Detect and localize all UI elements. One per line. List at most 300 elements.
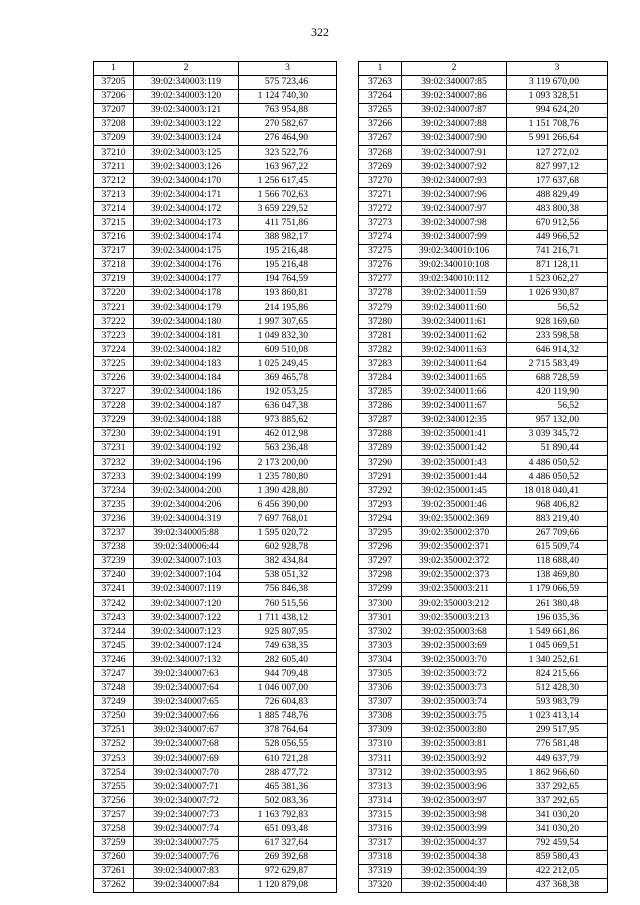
row-number: 37206 <box>94 89 134 103</box>
cadastral-number: 39:02:340007:69 <box>134 752 239 766</box>
cadastral-number: 39:02:340007:91 <box>402 145 507 159</box>
table-row <box>94 145 337 159</box>
cadastral-value: 3 119 670,00 <box>507 75 608 89</box>
table-row <box>359 554 608 568</box>
cadastral-value: 994 624,20 <box>507 103 608 117</box>
cadastral-value: 4 486 050,52 <box>507 456 608 470</box>
row-number: 37256 <box>94 794 134 808</box>
row-number: 37237 <box>94 526 134 540</box>
row-number: 37214 <box>94 202 134 216</box>
cadastral-number: 39:02:340007:66 <box>134 709 239 723</box>
table-row <box>359 89 608 103</box>
cadastral-value: 670 912,56 <box>507 216 608 230</box>
cadastral-value: 465 381,36 <box>239 780 337 794</box>
row-number: 37218 <box>94 258 134 272</box>
cadastral-number: 39:02:340011:62 <box>402 329 507 343</box>
table-row <box>359 484 608 498</box>
cadastral-number: 39:02:340006:44 <box>134 540 239 554</box>
table-row <box>94 441 337 455</box>
cadastral-number: 39:02:340007:84 <box>134 878 239 892</box>
cadastral-number: 39:02:340004:319 <box>134 512 239 526</box>
cadastral-number: 39:02:350003:68 <box>402 625 507 639</box>
row-number: 37276 <box>359 258 402 272</box>
row-number: 37230 <box>94 427 134 441</box>
row-number: 37296 <box>359 540 402 554</box>
cadastral-value: 646 914,32 <box>507 343 608 357</box>
cadastral-number: 39:02:340010:106 <box>402 244 507 258</box>
cadastral-value: 341 030,20 <box>507 808 608 822</box>
cadastral-value: 1 711 438,12 <box>239 611 337 625</box>
cadastral-value: 214 195,86 <box>239 301 337 315</box>
cadastral-number: 39:02:340011:67 <box>402 399 507 413</box>
cadastral-number: 39:02:350003:80 <box>402 723 507 737</box>
cadastral-number: 39:02:340007:73 <box>134 808 239 822</box>
cadastral-value: 4 486 050,52 <box>507 470 608 484</box>
cadastral-number: 39:02:340007:119 <box>134 582 239 596</box>
cadastral-number: 39:02:340004:187 <box>134 399 239 413</box>
cadastral-value: 1 151 708,76 <box>507 117 608 131</box>
row-number: 37312 <box>359 766 402 780</box>
cadastral-value: 192 053,25 <box>239 385 337 399</box>
table-row <box>359 667 608 681</box>
cadastral-number: 39:02:340004:178 <box>134 286 239 300</box>
table-row <box>359 695 608 709</box>
row-number: 37314 <box>359 794 402 808</box>
row-number: 37252 <box>94 737 134 751</box>
cadastral-value: 1 549 661,86 <box>507 625 608 639</box>
cadastral-number: 39:02:350003:96 <box>402 780 507 794</box>
row-number: 37302 <box>359 625 402 639</box>
cadastral-value: 726 604,83 <box>239 695 337 709</box>
cadastral-number: 39:02:350004:38 <box>402 850 507 864</box>
row-number: 37294 <box>359 512 402 526</box>
row-number: 37289 <box>359 441 402 455</box>
table-row <box>94 301 337 315</box>
table-row <box>94 484 337 498</box>
cadastral-value: 1 049 832,30 <box>239 329 337 343</box>
row-number: 37311 <box>359 752 402 766</box>
table-row <box>94 188 337 202</box>
cadastral-number: 39:02:340003:119 <box>134 75 239 89</box>
row-number: 37255 <box>94 780 134 794</box>
cadastral-number: 39:02:340003:125 <box>134 145 239 159</box>
table-row <box>94 343 337 357</box>
cadastral-value: 138 469,80 <box>507 568 608 582</box>
row-number: 37217 <box>94 244 134 258</box>
cadastral-number: 39:02:350001:44 <box>402 470 507 484</box>
cadastral-value: 411 751,86 <box>239 216 337 230</box>
table-row <box>94 850 337 864</box>
cadastral-number: 39:02:340007:98 <box>402 216 507 230</box>
cadastral-value: 1 179 066,59 <box>507 582 608 596</box>
row-number: 37245 <box>94 639 134 653</box>
cadastral-value: 792 459,54 <box>507 836 608 850</box>
table-header-row <box>94 62 337 76</box>
row-number: 37222 <box>94 315 134 329</box>
table-row <box>94 272 337 286</box>
table-row <box>94 202 337 216</box>
cadastral-value: 382 434,84 <box>239 554 337 568</box>
row-number: 37310 <box>359 737 402 751</box>
cadastral-number: 39:02:340007:83 <box>134 864 239 878</box>
cadastral-value: 1 120 879,08 <box>239 878 337 892</box>
cadastral-value: 776 581,48 <box>507 737 608 751</box>
row-number: 37251 <box>94 723 134 737</box>
row-number: 37279 <box>359 301 402 315</box>
cadastral-value: 1 235 780,80 <box>239 470 337 484</box>
table-row <box>94 512 337 526</box>
cadastral-value: 651 093,48 <box>239 822 337 836</box>
row-number: 37248 <box>94 681 134 695</box>
row-number: 37236 <box>94 512 134 526</box>
cadastral-number: 39:02:340011:65 <box>402 371 507 385</box>
row-number: 37319 <box>359 864 402 878</box>
cadastral-value: 1 026 930,87 <box>507 286 608 300</box>
table-row <box>94 681 337 695</box>
table-row <box>359 286 608 300</box>
cadastral-number: 39:02:340011:59 <box>402 286 507 300</box>
row-number: 37254 <box>94 766 134 780</box>
cadastral-number: 39:02:340003:120 <box>134 89 239 103</box>
table-row <box>359 230 608 244</box>
table-row <box>359 470 608 484</box>
table-row <box>359 117 608 131</box>
cadastral-value: 575 723,46 <box>239 75 337 89</box>
row-number: 37303 <box>359 639 402 653</box>
table-row <box>359 822 608 836</box>
table-row <box>94 244 337 258</box>
row-number: 37318 <box>359 850 402 864</box>
cadastral-value: 1 566 702,63 <box>239 188 337 202</box>
row-number: 37285 <box>359 385 402 399</box>
cadastral-value: 483 800,38 <box>507 202 608 216</box>
cadastral-value: 1 885 748,76 <box>239 709 337 723</box>
row-number: 37212 <box>94 174 134 188</box>
cadastral-number: 39:02:340004:176 <box>134 258 239 272</box>
row-number: 37300 <box>359 596 402 610</box>
cadastral-number: 39:02:340004:188 <box>134 413 239 427</box>
cadastral-number: 39:02:350001:41 <box>402 427 507 441</box>
table-row <box>94 540 337 554</box>
cadastral-value: 282 605,40 <box>239 653 337 667</box>
cadastral-value: 1 862 966,60 <box>507 766 608 780</box>
table-row <box>359 75 608 89</box>
row-number: 37309 <box>359 723 402 737</box>
cadastral-value: 944 709,48 <box>239 667 337 681</box>
table-row <box>94 258 337 272</box>
cadastral-number: 39:02:340007:122 <box>134 611 239 625</box>
cadastral-number: 39:02:350003:212 <box>402 596 507 610</box>
cadastral-value: 341 030,20 <box>507 822 608 836</box>
cadastral-number: 39:02:340003:124 <box>134 131 239 145</box>
cadastral-number: 39:02:340004:170 <box>134 174 239 188</box>
cadastral-value: 378 764,64 <box>239 723 337 737</box>
table-row <box>359 399 608 413</box>
row-number: 37213 <box>94 188 134 202</box>
table-row <box>94 780 337 794</box>
cadastral-number: 39:02:340011:61 <box>402 315 507 329</box>
cadastral-number: 39:02:350003:213 <box>402 611 507 625</box>
cadastral-number: 39:02:350003:95 <box>402 766 507 780</box>
table-row <box>359 272 608 286</box>
table-row <box>94 582 337 596</box>
cadastral-value: 2 715 583,49 <box>507 357 608 371</box>
table-row <box>94 117 337 131</box>
cadastral-value: 749 638,35 <box>239 639 337 653</box>
cadastral-value: 269 392,68 <box>239 850 337 864</box>
row-number: 37317 <box>359 836 402 850</box>
cadastral-value: 299 517,95 <box>507 723 608 737</box>
table-row <box>94 554 337 568</box>
table-row <box>94 526 337 540</box>
cadastral-value: 1 046 007,00 <box>239 681 337 695</box>
cadastral-value: 270 582,67 <box>239 117 337 131</box>
cadastral-value: 883 219,40 <box>507 512 608 526</box>
row-number: 37257 <box>94 808 134 822</box>
cadastral-number: 39:02:350003:211 <box>402 582 507 596</box>
row-number: 37299 <box>359 582 402 596</box>
table-row <box>94 470 337 484</box>
row-number: 37207 <box>94 103 134 117</box>
cadastral-number: 39:02:340007:72 <box>134 794 239 808</box>
cadastral-value: 972 629,87 <box>239 864 337 878</box>
cadastral-value: 512 428,30 <box>507 681 608 695</box>
table-row <box>94 216 337 230</box>
cadastral-number: 39:02:340007:132 <box>134 653 239 667</box>
row-number: 37208 <box>94 117 134 131</box>
row-number: 37221 <box>94 301 134 315</box>
cadastral-value: 2 173 200,00 <box>239 456 337 470</box>
cadastral-value: 3 039 345,72 <box>507 427 608 441</box>
table-row <box>359 329 608 343</box>
table-row <box>359 878 608 892</box>
cadastral-value: 928 169,60 <box>507 315 608 329</box>
cadastral-number: 39:02:350003:97 <box>402 794 507 808</box>
table-row <box>359 413 608 427</box>
table-row <box>359 611 608 625</box>
table-row <box>359 427 608 441</box>
cadastral-value: 1 997 307,65 <box>239 315 337 329</box>
row-number: 37284 <box>359 371 402 385</box>
cadastral-value: 337 292,65 <box>507 780 608 794</box>
cadastral-number: 39:02:340007:68 <box>134 737 239 751</box>
cadastral-number: 39:02:340007:63 <box>134 667 239 681</box>
table-row <box>359 174 608 188</box>
cadastral-number: 39:02:340007:120 <box>134 596 239 610</box>
cadastral-number: 39:02:350001:42 <box>402 441 507 455</box>
table-row <box>94 667 337 681</box>
cadastral-value: 528 056,55 <box>239 737 337 751</box>
row-number: 37280 <box>359 315 402 329</box>
cadastral-value: 488 829,49 <box>507 188 608 202</box>
row-number: 37216 <box>94 230 134 244</box>
cadastral-value: 957 132,00 <box>507 413 608 427</box>
cadastral-number: 39:02:350003:92 <box>402 752 507 766</box>
row-number: 37315 <box>359 808 402 822</box>
table-row <box>359 864 608 878</box>
cadastral-number: 39:02:340003:121 <box>134 103 239 117</box>
row-number: 37316 <box>359 822 402 836</box>
table-row <box>359 315 608 329</box>
row-number: 37272 <box>359 202 402 216</box>
row-number: 37301 <box>359 611 402 625</box>
row-number: 37232 <box>94 456 134 470</box>
cadastral-value: 636 047,38 <box>239 399 337 413</box>
row-number: 37287 <box>359 413 402 427</box>
table-row <box>359 188 608 202</box>
table-row <box>359 526 608 540</box>
row-number: 37277 <box>359 272 402 286</box>
table-row <box>94 371 337 385</box>
row-number: 37306 <box>359 681 402 695</box>
cadastral-number: 39:02:340004:183 <box>134 357 239 371</box>
cadastral-number: 39:02:340007:124 <box>134 639 239 653</box>
cadastral-value: 538 051,32 <box>239 568 337 582</box>
table-row <box>94 498 337 512</box>
table-row <box>94 329 337 343</box>
row-number: 37249 <box>94 695 134 709</box>
cadastral-value: 502 083,36 <box>239 794 337 808</box>
table-row <box>359 780 608 794</box>
cadastral-number: 39:02:350004:40 <box>402 878 507 892</box>
cadastral-number: 39:02:340007:104 <box>134 568 239 582</box>
table-row <box>94 160 337 174</box>
cadastral-number: 39:02:340011:64 <box>402 357 507 371</box>
row-number: 37307 <box>359 695 402 709</box>
cadastral-value: 267 709,66 <box>507 526 608 540</box>
cadastral-number: 39:02:350002:370 <box>402 526 507 540</box>
cadastral-number: 39:02:350003:73 <box>402 681 507 695</box>
cadastral-number: 39:02:340004:181 <box>134 329 239 343</box>
cadastral-value: 3 659 229,52 <box>239 202 337 216</box>
table-row <box>359 625 608 639</box>
cadastral-value: 437 368,38 <box>507 878 608 892</box>
cadastral-value: 824 215,66 <box>507 667 608 681</box>
table-row <box>94 723 337 737</box>
table-row <box>94 709 337 723</box>
cadastral-value: 859 580,43 <box>507 850 608 864</box>
cadastral-value: 7 697 768,01 <box>239 512 337 526</box>
table-row <box>359 681 608 695</box>
row-number: 37291 <box>359 470 402 484</box>
row-number: 37262 <box>94 878 134 892</box>
row-number: 37305 <box>359 667 402 681</box>
cadastral-value: 195 216,48 <box>239 244 337 258</box>
table-row <box>359 653 608 667</box>
cadastral-value: 177 637,68 <box>507 174 608 188</box>
row-number: 37269 <box>359 160 402 174</box>
table-row <box>359 160 608 174</box>
table-row <box>94 456 337 470</box>
cadastral-number: 39:02:350003:75 <box>402 709 507 723</box>
cadastral-number: 39:02:340004:173 <box>134 216 239 230</box>
cadastral-number: 39:02:340007:88 <box>402 117 507 131</box>
row-number: 37297 <box>359 554 402 568</box>
row-number: 37271 <box>359 188 402 202</box>
cadastral-number: 39:02:340004:177 <box>134 272 239 286</box>
table-row <box>94 737 337 751</box>
cadastral-value: 615 509,74 <box>507 540 608 554</box>
row-number: 37281 <box>359 329 402 343</box>
table-row <box>359 371 608 385</box>
cadastral-number: 39:02:340005:88 <box>134 526 239 540</box>
cadastral-value: 163 967,22 <box>239 160 337 174</box>
row-number: 37219 <box>94 272 134 286</box>
row-number: 37261 <box>94 864 134 878</box>
cadastral-value: 602 928,78 <box>239 540 337 554</box>
row-number: 37242 <box>94 596 134 610</box>
cadastral-value: 56,52 <box>507 301 608 315</box>
table-row <box>94 794 337 808</box>
cadastral-number: 39:02:340007:103 <box>134 554 239 568</box>
column-header: 2 <box>402 62 507 76</box>
table-row <box>94 625 337 639</box>
table-row <box>94 131 337 145</box>
cadastral-number: 39:02:340007:92 <box>402 160 507 174</box>
table-row <box>359 103 608 117</box>
cadastral-value: 1 163 792,83 <box>239 808 337 822</box>
cadastral-value: 741 216,71 <box>507 244 608 258</box>
cadastral-value: 1 093 328,51 <box>507 89 608 103</box>
table-header-row <box>359 62 608 76</box>
row-number: 37258 <box>94 822 134 836</box>
cadastral-number: 39:02:350003:99 <box>402 822 507 836</box>
table-row <box>94 752 337 766</box>
cadastral-number: 39:02:340004:206 <box>134 498 239 512</box>
cadastral-value: 763 954,88 <box>239 103 337 117</box>
cadastral-value: 118 688,40 <box>507 554 608 568</box>
table-row <box>359 131 608 145</box>
cadastral-value: 233 598,58 <box>507 329 608 343</box>
table-row <box>359 639 608 653</box>
cadastral-number: 39:02:340007:123 <box>134 625 239 639</box>
cadastral-number: 39:02:340004:180 <box>134 315 239 329</box>
cadastral-value: 276 464,90 <box>239 131 337 145</box>
row-number: 37282 <box>359 343 402 357</box>
row-number: 37313 <box>359 780 402 794</box>
cadastral-value: 827 997,12 <box>507 160 608 174</box>
row-number: 37215 <box>94 216 134 230</box>
cadastral-number: 39:02:340007:87 <box>402 103 507 117</box>
row-number: 37290 <box>359 456 402 470</box>
table-row <box>359 709 608 723</box>
cadastral-number: 39:02:350004:37 <box>402 836 507 850</box>
row-number: 37266 <box>359 117 402 131</box>
cadastral-value: 1 523 062,27 <box>507 272 608 286</box>
row-number: 37259 <box>94 836 134 850</box>
cadastral-value: 1 045 069,51 <box>507 639 608 653</box>
cadastral-number: 39:02:340004:184 <box>134 371 239 385</box>
cadastral-value: 449 966,52 <box>507 230 608 244</box>
table-row <box>359 752 608 766</box>
cadastral-value: 193 860,81 <box>239 286 337 300</box>
cadastral-value: 925 807,95 <box>239 625 337 639</box>
row-number: 37220 <box>94 286 134 300</box>
cadastral-value: 462 012,98 <box>239 427 337 441</box>
cadastral-value: 1 390 428,80 <box>239 484 337 498</box>
cadastral-number: 39:02:340007:67 <box>134 723 239 737</box>
cadastral-value: 261 380,48 <box>507 596 608 610</box>
cadastral-number: 39:02:350004:39 <box>402 864 507 878</box>
table-row <box>359 836 608 850</box>
cadastral-number: 39:02:340007:64 <box>134 681 239 695</box>
cadastral-value: 973 885,62 <box>239 413 337 427</box>
cadastral-number: 39:02:340003:126 <box>134 160 239 174</box>
cadastral-number: 39:02:350003:70 <box>402 653 507 667</box>
column-header: 3 <box>239 62 337 76</box>
cadastral-value: 1 124 740,30 <box>239 89 337 103</box>
cadastral-number: 39:02:350001:45 <box>402 484 507 498</box>
